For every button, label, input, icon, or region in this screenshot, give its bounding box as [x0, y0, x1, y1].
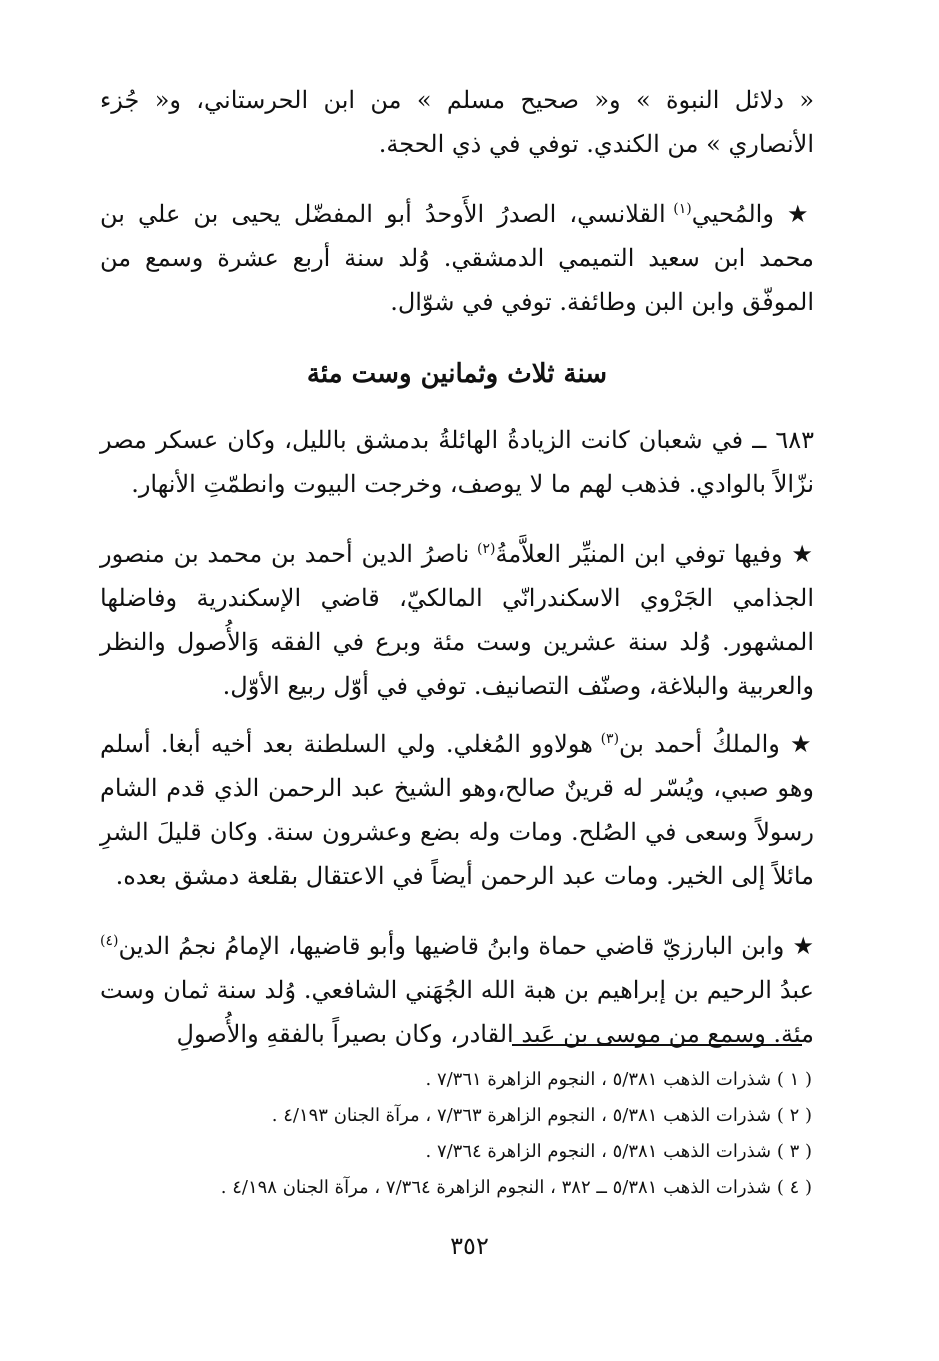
footnote-4: ( ٤ ) شذرات الذهب ٥/٣٨١ ــ ٣٨٢ ، النجوم الزاهرة ٧/٣٦٤ ، مرآة الجنان ٤/١٩٨ .	[220, 1177, 812, 1198]
entry-barizi-start: ★ وابن البارزيّ قاضي حماة وابنُ قاضيها وأبو قاضيها، الإمامُ نجمُ الدين	[118, 932, 815, 960]
main-text	[100, 78, 814, 1056]
footnote-2: ( ٢ ) شذرات الذهب ٥/٣٨١ ، النجوم الزاهرة ٧/٣٦٣ ، مرآة الجنان ٤/١٩٣ .	[271, 1105, 812, 1126]
entry-qalanisi-rest: القلانسي، الصدرُ الأَوحدُ أبو المفضّل يحيى بن علي بن محمد ابن سعيد التميمي الدمشقي. وُلد سنة أربع عشرة وسمع من الموفّق وابن البن وطائفة. توفي في شوّال.	[100, 200, 814, 316]
entry-ahmad	[100, 722, 814, 898]
page-number: ٣٥٢	[450, 1232, 489, 1260]
footnote-ref-3: (٣)	[600, 731, 620, 747]
footnote-ref-4: (٤)	[100, 933, 119, 949]
footnote-ref-1: (١)	[673, 201, 692, 217]
entry-munayyir	[100, 532, 814, 708]
entry-barizi-rest: عبدُ الرحيم بن إبراهيم بن هبة الله الجُهَني الشافعي. وُلد سنة ثمان وست مئة. وسمع من موسى بن عَبد القادر، وكان بصيراً بالفقهِ والأُصولِ	[100, 976, 814, 1048]
entry-qalanisi	[100, 192, 814, 324]
entry-qalanisi-start: ★ والمُحيي	[691, 200, 814, 228]
entry-munayyir-start: ★ وفيها توفي ابن المنيِّر العلاَّمةُ	[495, 540, 814, 568]
footnote-3: ( ٣ ) شذرات الذهب ٥/٣٨١ ، النجوم الزاهرة ٧/٣٦٤ .	[425, 1141, 812, 1162]
footnote-ref-2: (٢)	[476, 541, 496, 557]
entry-ahmad-rest: هولاوو المُغلي. ولي السلطنة بعد أخيه أبغا. أسلم وهو صبي، ويُسّر له قرينٌ صالح،وهو الشيخ عبد الرحمن الذي قدم الشام رسولاً وسعى في الصُلح. ومات وله بضع وعشرون سنة. وكان قليلَ الشرِ مائلاً إلى الخير. ومات عبد الرحمن أيضاً في الاعتقال بقلعة دمشق بعده.	[100, 730, 814, 890]
continuation-paragraph: « دلائل النبوة » و« صحيح مسلم » من ابن الحرستاني، و« جُزء الأنصاري » من الكندي. توفي في ذي الحجة.	[100, 86, 814, 158]
footnote-divider	[512, 1044, 802, 1046]
entry-ahmad-start: ★ والملكُ أحمد بن	[619, 730, 814, 758]
footnotes	[100, 1062, 812, 1206]
year-heading: سنة ثلاث وثمانين وست مئة	[306, 359, 608, 389]
entry-barizi	[100, 924, 814, 1056]
year-683-paragraph: ٦٨٣ ــ في شعبان كانت الزيادةُ الهائلةُ بدمشق بالليل، وكان عسكر مصر نزّالاً بالوادي. فذهب لهم ما لا يوصف، وخرجت البيوت وانطمّتِ الأنهار.	[100, 426, 814, 498]
entry-munayyir-rest: ناصرُ الدين أحمد بن محمد بن منصور الجذامي الجَرْوي الاسكندرانّي المالكيّ، قاضي الإسكندرية وفاضلها المشهور. وُلد سنة عشرين وست مئة وبرع في الفقه وَالأُصول والنظر والعربية والبلاغة، وصنّف التصانيف. توفي في أوّل ربيع الأوّل.	[100, 540, 814, 700]
footnote-1: ( ١ ) شذرات الذهب ٥/٣٨١ ، النجوم الزاهرة ٧/٣٦١ .	[425, 1069, 812, 1090]
